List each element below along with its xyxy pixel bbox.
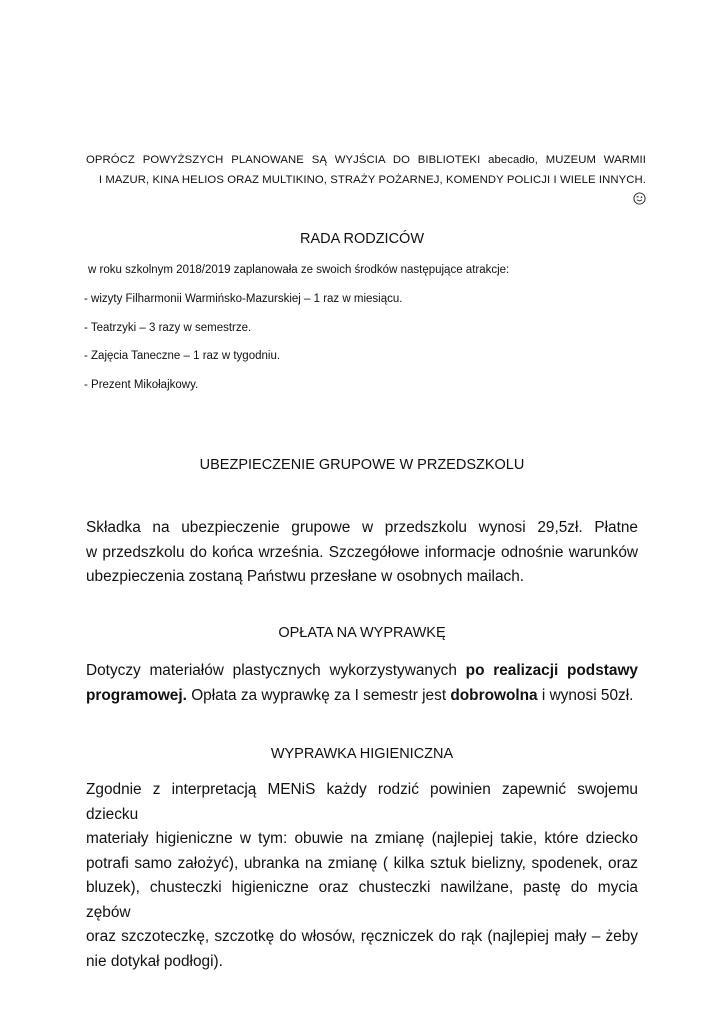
paragraph-line: nie dotykał podłogi). <box>86 952 223 970</box>
oplata-text-bold: programowej. <box>86 686 187 704</box>
paragraph-line: Zgodnie z interpretacją MENiS każdy rodzić powinien zapewnić swojemu dziecku <box>86 781 638 823</box>
higiena-paragraph <box>86 778 638 974</box>
oplata-paragraph <box>86 659 638 708</box>
paragraph-line: w przedszkolu do końca września. Szczegółowe informacje odnośnie warunków <box>86 543 638 561</box>
oplata-voluntary-bold: dobrowolna <box>450 686 538 704</box>
oplata-text-normal: Opłata za wyprawkę za I semestr jest <box>186 686 451 704</box>
ubezpieczenie-paragraph <box>86 516 638 590</box>
paragraph-line: materiały higieniczne w tym: obuwie na zmianę (najlepiej takie, które dziecko <box>86 830 638 847</box>
intro-paragraph <box>86 150 646 210</box>
oplata-text-normal: Dotyczy materiałów plastycznych wykorzystywanych <box>86 662 466 679</box>
paragraph-line: Składka na ubezpieczenie grupowe w przedszkolu wynosi 29,5zł. Płatne <box>86 519 638 536</box>
paragraph-line <box>86 684 638 709</box>
paragraph-line <box>86 659 638 684</box>
oplata-text-normal: i wynosi 50zł. <box>537 686 634 704</box>
paragraph-line: bluzek), chusteczki higieniczne oraz chusteczki nawilżane, pastę do mycia zębów <box>86 879 638 921</box>
paragraph-line: potrafi samo założyć), ubranka na zmianę ( kilka sztuk bielizny, spodenek, oraz <box>86 854 638 872</box>
intro-line-2: I MAZUR, KINA HELIOS ORAZ MULTIKINO, STRAŻY POŻARNEJ, KOMENDY POLICJI I WIELE INNYCH. <box>98 174 646 186</box>
intro-line-2-wrap <box>86 170 646 210</box>
rada-attractions-list <box>84 292 402 406</box>
winking-smiley-icon <box>633 192 646 205</box>
ubezpieczenie-heading: UBEZPIECZENIE GRUPOWE W PRZEDSZKOLU <box>199 457 525 473</box>
oplata-text-bold: po realizacji podstawy <box>465 662 638 679</box>
list-item: - Prezent Mikołajkowy. <box>84 378 199 391</box>
list-item: - wizyty Filharmonii Warmińsko-Mazurskiej – 1 raz w miesiącu. <box>84 293 403 305</box>
list-item: - Zajęcia Taneczne – 1 raz w tygodniu. <box>84 350 281 362</box>
oplata-heading: OPŁATA NA WYPRAWKĘ <box>278 625 446 641</box>
paragraph-line: ubezpieczenia zostaną Państwu przesłane w osobnych mailach. <box>86 568 525 585</box>
wyprawka-higieniczna-heading: WYPRAWKA HIGIENICZNA <box>270 746 454 762</box>
rada-lead-text: w roku szkolnym 2018/2019 zaplanowała ze swoich środków następujące atrakcje: <box>88 264 510 276</box>
rada-rodzicow-heading: RADA RODZICÓW <box>299 231 425 247</box>
paragraph-line: oraz szczoteczkę, szczotkę do włosów, ręczniczek do rąk (najlepiej mały – żeby <box>86 928 638 945</box>
intro-line-1: OPRÓCZ POWYŻSZYCH PLANOWANE SĄ WYJŚCIA DO BIBLIOTEKI abecadło, MUZEUM WARMII <box>86 154 646 166</box>
list-item: - Teatrzyki – 3 razy w semestrze. <box>84 321 252 334</box>
